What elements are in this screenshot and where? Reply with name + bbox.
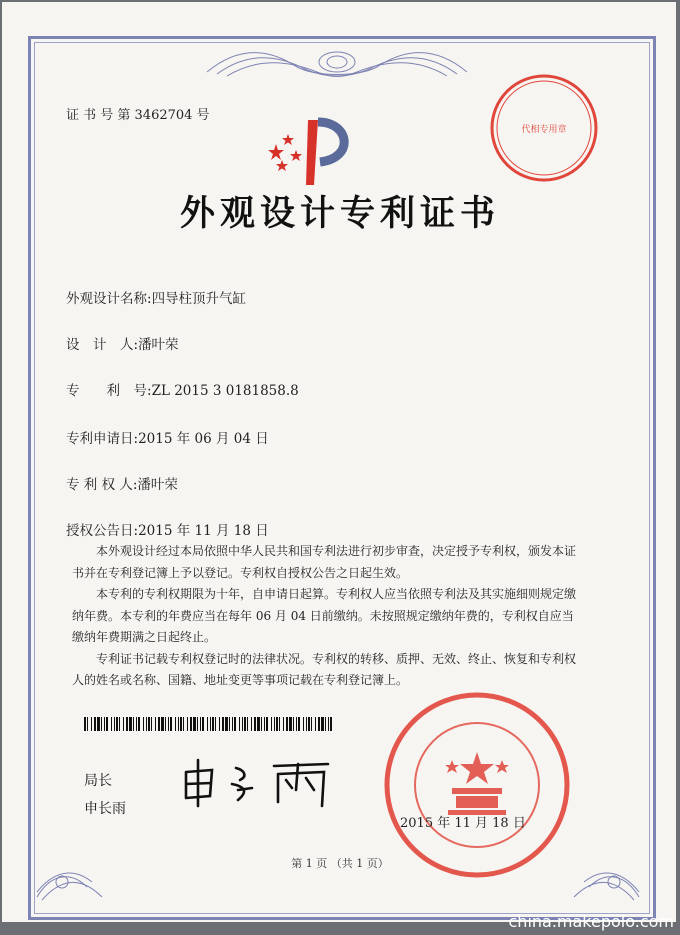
body-paragraph-3: 专利证书记载专利权登记时的法律状况。专利权的转移、质押、无效、终止、恢复和专利权人的姓名或名称、国籍、地址变更等事项记载在专利登记簿上。: [72, 651, 577, 687]
filing-date-label: 专利申请日:: [66, 431, 139, 447]
page-number: 第 1 页 （共 1 页）: [291, 857, 389, 870]
agency-seal-text: 代相专用章: [521, 125, 567, 135]
design-name-value: 四导柱顶升气缸: [151, 291, 247, 307]
patent-number-label: 专 利 号:: [66, 383, 152, 399]
watermark-text: china.makepolo.com: [508, 912, 674, 931]
patentee-label: 专 利 权 人:: [66, 477, 138, 493]
filing-date-value: 2015 年 06 月 04 日: [138, 431, 269, 447]
designer-row: [66, 333, 179, 353]
design-name-label: 外观设计名称:: [66, 291, 152, 307]
certificate-number: 证 书 号 第 3462704 号: [66, 108, 210, 123]
body-paragraph-2: 本专利的专利权期限为十年，自申请日起算。专利权人应当依照专利法及其实施细则规定缴纳年费。本专利的年费应当在每年 06 月 04 日前缴纳。未按照规定缴纳年费的，专利权自应当缴纳年费期满之日起终止。: [72, 587, 577, 644]
patent-number-value: ZL 2015 3 0181858.8: [151, 383, 299, 399]
designer-value: 潘叶荣: [138, 337, 179, 353]
body-paragraph-1: 本外观设计经过本局依照中华人民共和国专利法进行初步审查，决定授予专利权，颁发本证书并在专利登记簿上予以登记。专利权自授权公告之日起生效。: [72, 544, 577, 580]
barcode: [84, 717, 334, 731]
design-name-row: [66, 287, 246, 307]
patentee-value: 潘叶荣: [137, 477, 178, 493]
certificate-title: 外观设计专利证书: [179, 193, 500, 234]
director-title: 局长: [84, 773, 112, 789]
patent-number-row: [66, 379, 299, 399]
patentee-row: [66, 473, 178, 493]
handwritten-signature: [178, 750, 338, 810]
filing-date-row: [66, 427, 269, 447]
grant-date-value: 2015 年 11 月 18 日: [138, 523, 269, 539]
guilloche-ornament: [197, 42, 477, 82]
certificate-body: [72, 541, 582, 692]
issue-date: 2015 年 11 月 18 日: [400, 816, 526, 831]
designer-label: 设 计 人:: [66, 337, 139, 353]
patent-office-logo: [260, 110, 360, 190]
grant-date-row: [66, 519, 269, 539]
national-ip-office-seal: [382, 690, 572, 880]
agency-seal: [488, 72, 600, 184]
grant-date-label: 授权公告日:: [66, 523, 139, 539]
director-name: 申长雨: [84, 801, 126, 817]
